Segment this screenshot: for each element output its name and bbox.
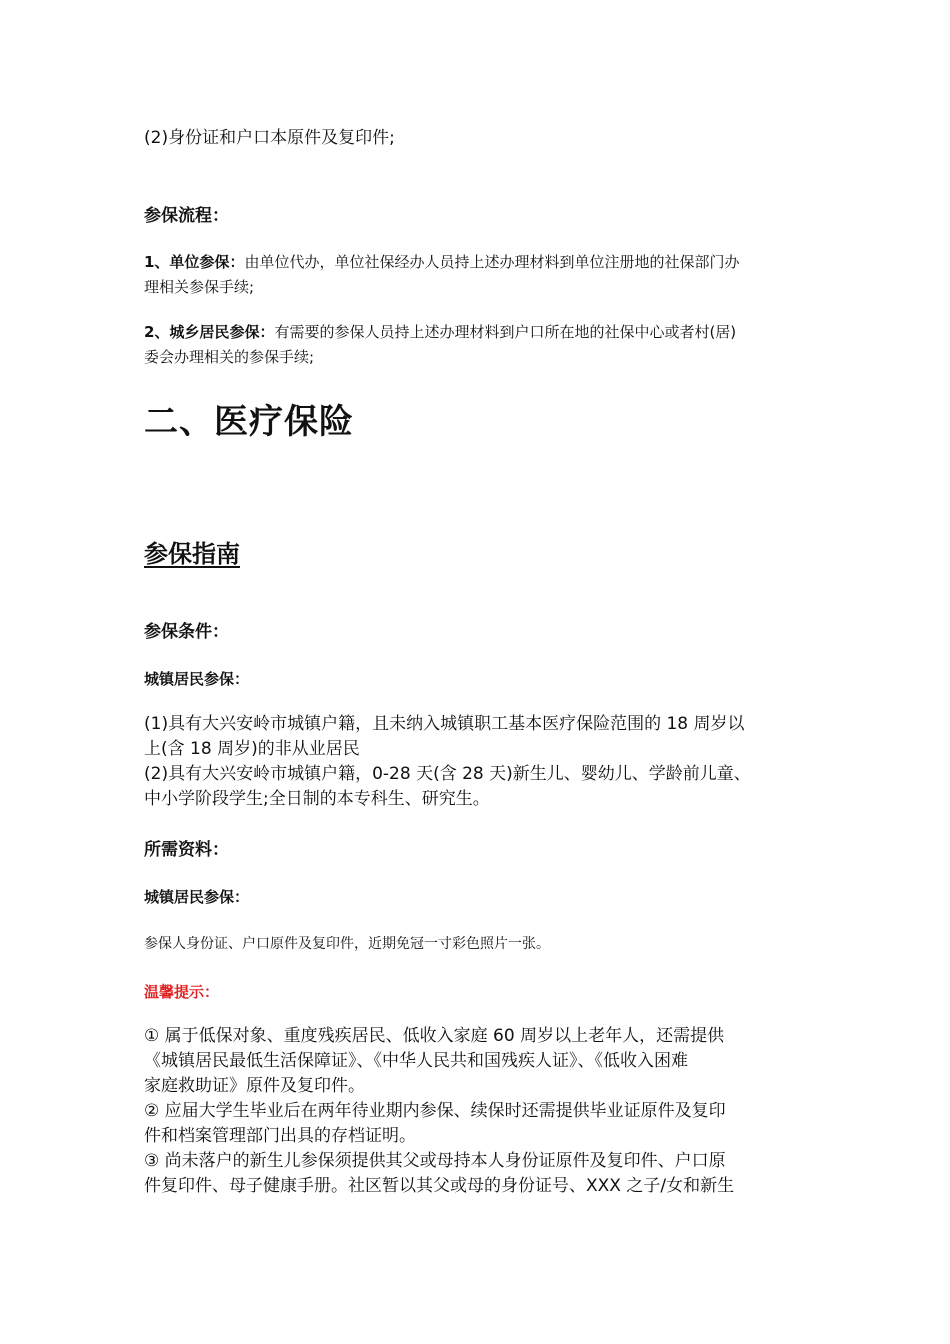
tips-line-5: 件和档案管理部门出具的存档证明。 <box>144 1126 416 1146</box>
conditions-line-4: 中小学阶段学生;全日制的本专科生、研究生。 <box>144 789 490 809</box>
section-title: 二、医疗保险 <box>144 402 354 442</box>
conditions-body <box>144 712 809 812</box>
conditions-subheading: 城镇居民参保： <box>144 670 250 688</box>
conditions-heading: 参保条件： <box>144 622 229 642</box>
guide-title: 参保指南 <box>144 540 240 568</box>
tips-line-7: 件复印件、母子健康手册。社区暂以其父或母的身份证号、XXX 之子/女和新生 <box>144 1176 735 1196</box>
tips-line-4: ② 应届大学生毕业后在两年待业期内参保、续保时还需提供毕业证原件及复印 <box>144 1101 726 1121</box>
tips-heading: 温馨提示： <box>144 983 220 1001</box>
materials-text: 参保人身份证、户口原件及复印件，近期免冠一寸彩色照片一张。 <box>144 936 550 952</box>
tips-line-1: ① 属于低保对象、重度残疾居民、低收入家庭 60 周岁以上老年人，还需提供 <box>144 1026 725 1046</box>
process-item-resident <box>144 320 809 370</box>
id-docs-item <box>144 126 809 151</box>
process-item-resident-label: 2、城乡居民参保： <box>144 323 275 341</box>
process-item-unit-line-1: 由单位代办，单位社保经办人员持上述办理材料到单位注册地的社保部门办 <box>244 253 740 271</box>
conditions-line-1: (1)具有大兴安岭市城镇户籍，且未纳入城镇职工基本医疗保险范围的 18 周岁以 <box>144 714 745 734</box>
process-item-resident-line-2: 委会办理相关的参保手续; <box>144 348 315 366</box>
tips-body <box>144 1024 809 1199</box>
tips-line-3: 家庭救助证》原件及复印件。 <box>144 1076 365 1096</box>
process-item-resident-line-1: 有需要的参保人员持上述办理材料到户口所在地的社保中心或者村(居) <box>274 323 737 341</box>
tips-line-6: ③ 尚未落户的新生儿参保须提供其父或母持本人身份证原件及复印件、户口原 <box>144 1151 726 1171</box>
conditions-line-2: 上(含 18 周岁)的非从业居民 <box>144 739 360 759</box>
process-heading: 参保流程： <box>144 206 229 226</box>
tips-line-2: 《城镇居民最低生活保障证》、《中华人民共和国残疾人证》、《低收入困难 <box>144 1051 688 1071</box>
materials-subheading: 城镇居民参保： <box>144 888 250 906</box>
process-item-unit <box>144 250 809 300</box>
process-item-unit-label: 1、单位参保： <box>144 253 245 271</box>
conditions-line-3: (2)具有大兴安岭市城镇户籍，0-28 天(含 28 天)新生儿、婴幼儿、学龄前儿童、 <box>144 764 751 784</box>
process-item-unit-line-2: 理相关参保手续; <box>144 278 255 296</box>
materials-heading: 所需资料： <box>144 840 229 860</box>
id-docs-item-text: (2)身份证和户口本原件及复印件; <box>144 128 395 148</box>
